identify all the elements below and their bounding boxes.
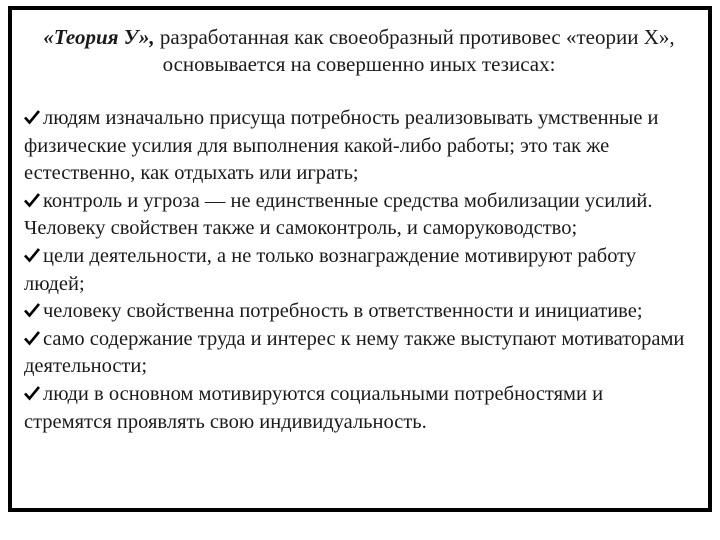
checkmark-icon — [24, 330, 40, 346]
list-item-text: само содержание труда и интерес к нему также выступают мотиваторами деятельности; — [24, 327, 685, 378]
list-item — [24, 243, 694, 298]
checkmark-icon — [24, 109, 40, 125]
checkmark-icon — [24, 247, 40, 263]
thesis-list — [24, 105, 694, 436]
list-item-text: цели деятельности, а не только вознаграждение мотивируют работу людей; — [24, 244, 637, 295]
list-item-text: человеку свойственна потребность в ответственности и инициативе; — [43, 300, 643, 323]
list-item — [24, 298, 694, 326]
checkmark-icon — [24, 385, 40, 401]
list-item — [24, 381, 694, 436]
heading-text: разработанная как своеобразный противовес «теории Х», основывается на совершенно иных тезисах: — [154, 25, 675, 76]
checkmark-icon — [24, 192, 40, 208]
theory-term: «Теория У», — [43, 25, 155, 49]
slide-heading — [24, 24, 694, 78]
list-item-text: контроль и угроза — не единственные средства мобилизации усилий. Человеку свойствен также и самоконтроль, и саморуководство; — [24, 189, 653, 240]
list-item — [24, 326, 694, 381]
list-item — [24, 105, 694, 188]
content-frame — [8, 6, 712, 512]
list-item-text: люди в основном мотивируются социальными потребностями и стремятся проявлять свою индивидуальность. — [24, 382, 604, 433]
checkmark-icon — [24, 302, 40, 318]
list-item — [24, 188, 694, 243]
list-item-text: людям изначально присуща потребность реализовывать умственные и физические усилия для выполнения какой-либо работы; это так же естественно, как отдыхать или играть; — [24, 107, 659, 185]
